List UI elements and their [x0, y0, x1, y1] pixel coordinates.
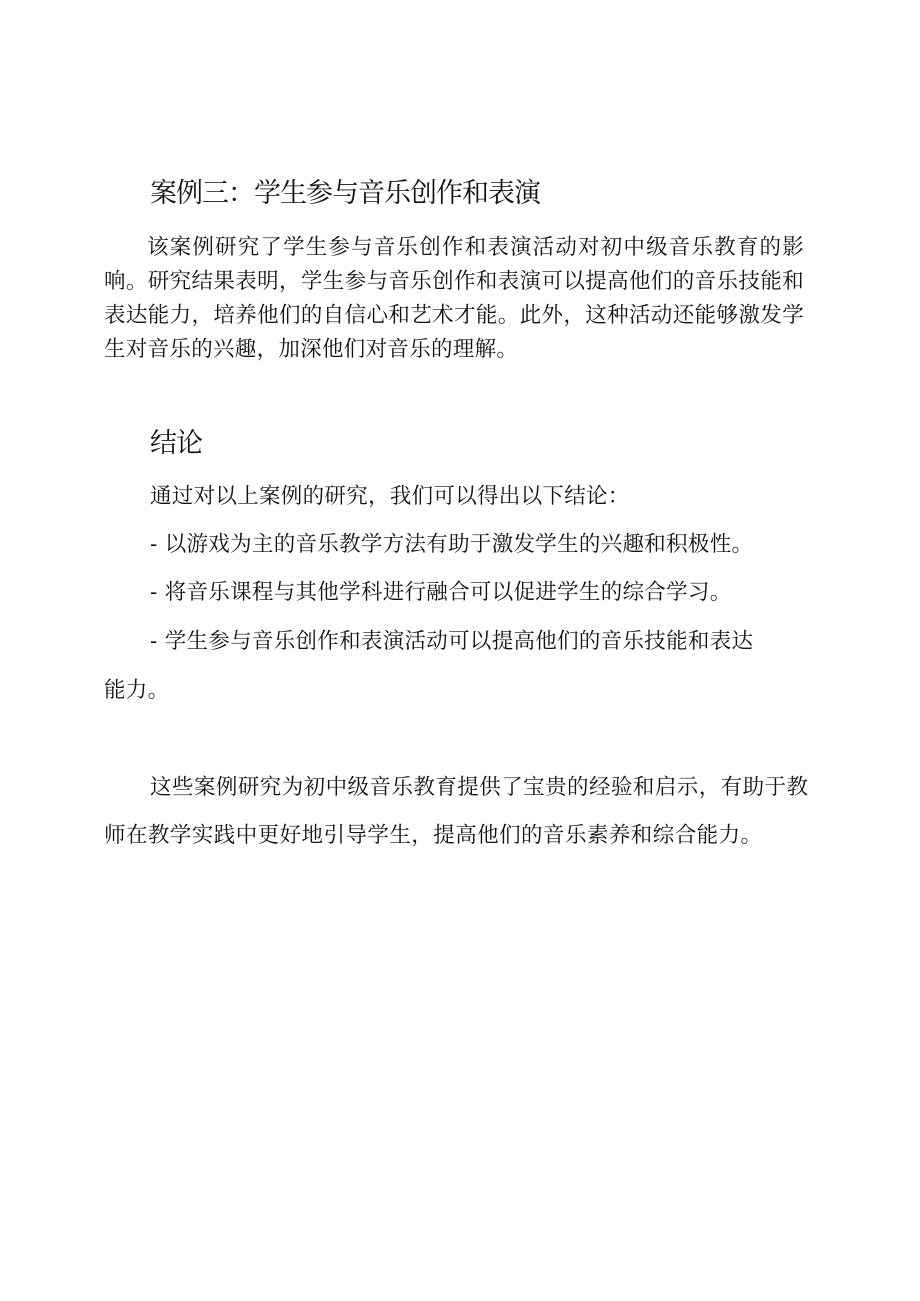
case3-heading: 案例三：学生参与音乐创作和表演 — [150, 178, 540, 209]
conclusion-bullet-3-continuation: 能力。 — [104, 678, 170, 703]
closing-paragraph: 这些案例研究为初中级音乐教育提供了宝贵的经验和启示，有助于教师在教学实践中更好地引导学生，提高他们的音乐素养和综合能力。 — [104, 775, 809, 848]
case3-paragraph: 该案例研究了学生参与音乐创作和表演活动对初中级音乐教育的影响。研究结果表明，学生参与音乐创作和表演可以提高他们的音乐技能和表达能力，培养他们的自信心和艺术才能。此外，这种活动还能够激发学生对音乐的兴趣，加深他们对音乐的理解。 — [104, 235, 804, 362]
conclusion-intro: 通过对以上案例的研究，我们可以得出以下结论： — [150, 484, 630, 509]
conclusion-bullet-1: - 以游戏为主的音乐教学方法有助于激发学生的兴趣和积极性。 — [150, 532, 754, 557]
conclusion-heading: 结论 — [150, 428, 202, 459]
conclusion-bullet-3: - 学生参与音乐创作和表演活动可以提高他们的音乐技能和表达 — [150, 629, 754, 654]
conclusion-bullet-2: - 将音乐课程与其他学科进行融合可以促进学生的综合学习。 — [150, 580, 732, 605]
